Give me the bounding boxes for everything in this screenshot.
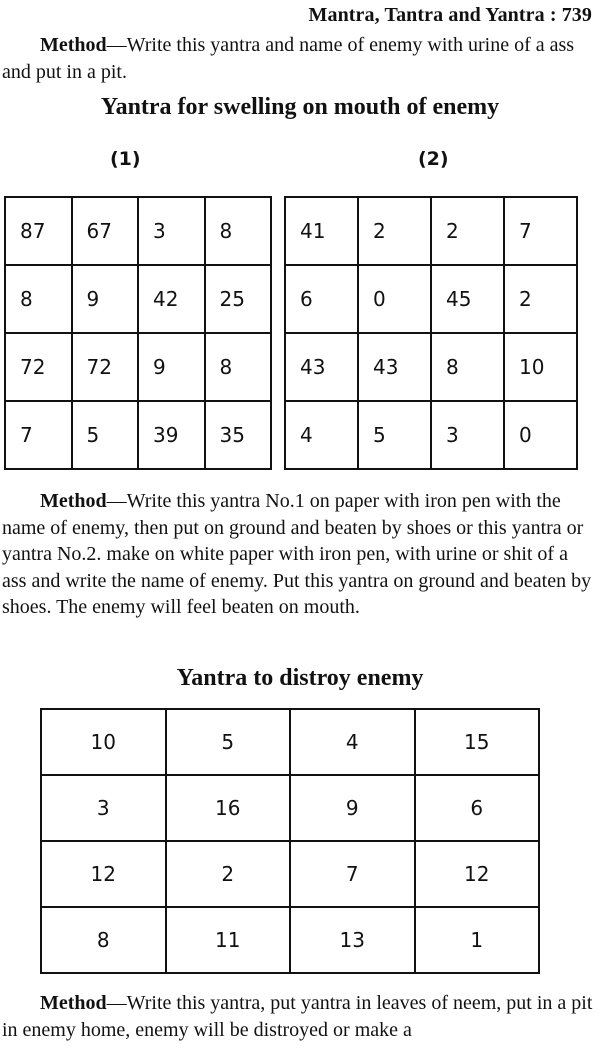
table-row — [41, 907, 539, 973]
grid-cell: 6 — [415, 775, 540, 841]
grid-cell: 72 — [72, 333, 139, 401]
grid-cell: 9 — [72, 265, 139, 333]
section-heading-swelling: Yantra for swelling on mouth of enemy — [100, 94, 500, 120]
grid-cell: 12 — [41, 841, 166, 907]
grid-cell: 2 — [431, 197, 504, 265]
running-head: Mantra, Tantra and Yantra : 739 — [308, 4, 592, 26]
grid-cell: 45 — [431, 265, 504, 333]
grid-cell: 5 — [358, 401, 431, 469]
grid-cell: 6 — [285, 265, 358, 333]
table-row — [5, 197, 271, 265]
grid-cell: 8 — [5, 265, 72, 333]
grid-cell: 12 — [415, 841, 540, 907]
table-row — [285, 333, 577, 401]
grid-cell: 42 — [138, 265, 205, 333]
method-label: Method — [40, 992, 107, 1014]
method-text: —Write this yantra, put yantra in leaves of neem, put in a pit in enemy home, enemy will be distroyed or make a — [2, 992, 593, 1041]
grid-cell: 8 — [41, 907, 166, 973]
yantra-grid-2 — [284, 196, 578, 470]
grid-cell: 25 — [205, 265, 272, 333]
grid-cell: 72 — [5, 333, 72, 401]
grid-label-1: (1) — [110, 148, 141, 170]
grid-cell: 9 — [290, 775, 415, 841]
grid-cell: 15 — [415, 709, 540, 775]
grid-cell: 43 — [285, 333, 358, 401]
method-text: —Write this yantra No.1 on paper with iron pen with the name of enemy, then put on ground and beaten by shoes or this yantra or yantra No.2. make on white paper with iron pen, with urine or shit of a ass and write the name of enemy. Put this yantra on ground and beaten by shoes. The enemy will feel beaten on mouth. — [2, 490, 592, 618]
grid-cell: 2 — [504, 265, 577, 333]
grid-cell: 7 — [5, 401, 72, 469]
grid-cell: 8 — [431, 333, 504, 401]
table-row — [5, 265, 271, 333]
table-row — [41, 841, 539, 907]
grid-cell: 3 — [41, 775, 166, 841]
table-row — [5, 401, 271, 469]
grid-cell: 16 — [166, 775, 291, 841]
method-label: Method — [40, 490, 107, 512]
grid-cell: 5 — [72, 401, 139, 469]
method-paragraph-1 — [2, 32, 596, 85]
grid-label-2: (2) — [418, 148, 449, 170]
yantra-grid-3 — [40, 708, 540, 974]
grid-cell: 35 — [205, 401, 272, 469]
grid-cell: 2 — [358, 197, 431, 265]
method-paragraph-2 — [2, 488, 596, 621]
grid-cell: 4 — [290, 709, 415, 775]
grid-cell: 67 — [72, 197, 139, 265]
grid-cell: 87 — [5, 197, 72, 265]
table-row — [285, 265, 577, 333]
grid-cell: 13 — [290, 907, 415, 973]
grid-cell: 3 — [431, 401, 504, 469]
method-paragraph-3 — [2, 990, 596, 1043]
grid-cell: 2 — [166, 841, 291, 907]
method-label: Method — [40, 34, 107, 56]
grid-cell: 5 — [166, 709, 291, 775]
grid-cell: 41 — [285, 197, 358, 265]
grid-cell: 10 — [41, 709, 166, 775]
grid-cell: 0 — [504, 401, 577, 469]
grid-cell: 7 — [290, 841, 415, 907]
grid-cell: 39 — [138, 401, 205, 469]
grid-cell: 11 — [166, 907, 291, 973]
table-row — [5, 333, 271, 401]
grid-cell: 0 — [358, 265, 431, 333]
yantra-grid-1 — [4, 196, 272, 470]
grid-cell: 8 — [205, 197, 272, 265]
grid-cell: 1 — [415, 907, 540, 973]
grid-cell: 7 — [504, 197, 577, 265]
table-row — [41, 709, 539, 775]
table-row — [285, 401, 577, 469]
grid-cell: 10 — [504, 333, 577, 401]
table-row — [41, 775, 539, 841]
method-text: —Write this yantra and name of enemy with urine of a ass and put in a pit. — [2, 34, 575, 83]
grid-cell: 8 — [205, 333, 272, 401]
grid-cell: 9 — [138, 333, 205, 401]
grid-cell: 43 — [358, 333, 431, 401]
section-heading-destroy: Yantra to distroy enemy — [176, 665, 424, 691]
grid-cell: 4 — [285, 401, 358, 469]
grid-cell: 3 — [138, 197, 205, 265]
table-row — [285, 197, 577, 265]
